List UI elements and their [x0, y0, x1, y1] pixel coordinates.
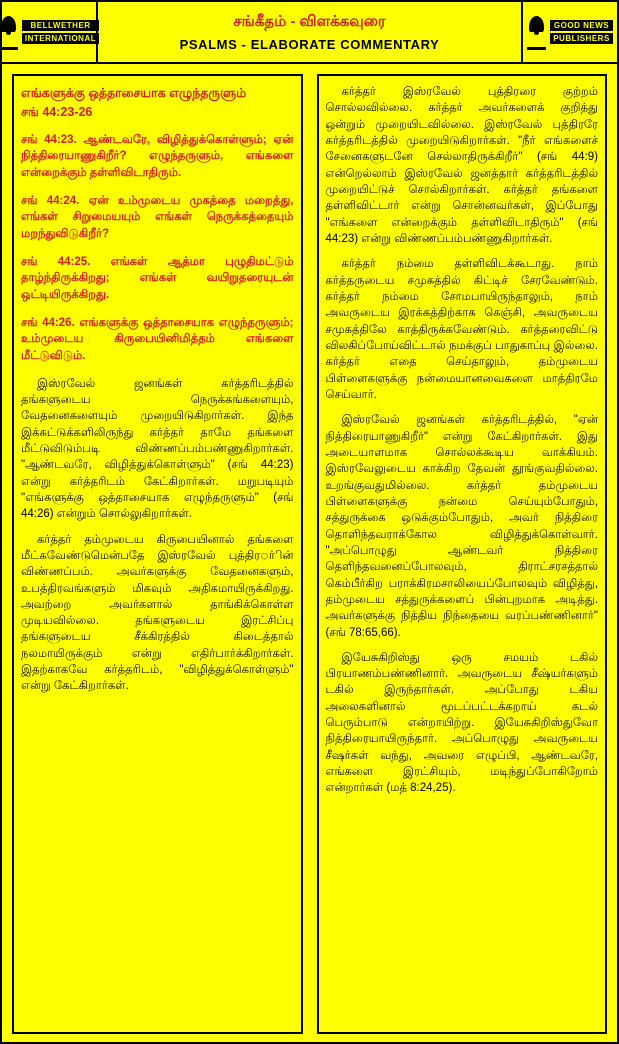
bell-icon [0, 12, 19, 52]
right-logo-line1: GOOD NEWS [550, 20, 613, 31]
page-title-english: PSALMS - ELABORATE COMMENTARY [179, 36, 440, 52]
commentary-paragraph: கர்த்தர் நம்மை தள்ளிவிடக்கூடாது. நாம் கர்த்தருடைய சமுகத்தில் கிட்டிச் சேரவேண்டும். கர்த்தர் நம்மை சோமபாயிருந்தாலும், நாம் அவருடைய இரக்கத்திற்காக கெஞ்சி, அவருடைய சமுகத்திலே காத்திருக்கவேண்டும். கர்த்தரைவிட்டு விலகிப்போய்விட்டால் நமக்குப் பாதுகாப்பு இல்லை. கர்த்தர் எதை செய்தாலும், தம்முடைய பிள்ளைகளுக்கு நன்மையானவைகளை மாத்திரமே செய்வார். [325, 258, 598, 401]
page-title-tamil: சங்கீதம் - விளக்கவுரை [233, 12, 386, 30]
section-heading-reference: சங் 44:23-26 [21, 104, 93, 119]
commentary-paragraph: இஸ்ரவேல் ஜனங்கள் கர்த்தரிடத்தில் தங்களுடைய நெருக்கங்களையும், வேதனைகளையும் முறையிடுகிறார்கள். இந்த இக்கட்டுக்களிலிருந்து கர்த்தர் தாமே தங்களை மீட்டுவிடும்படி விண்ணப்பம்பண்ணுகிறார்கள். "ஆண்டவரே, விழித்துக்கொள்ளும்" (சங் 44:23) என்று கர்த்தரிடம் கேட்கிறார்கள். மறுபடியும் "எங்களுக்கு ஒத்தாசையாக எழுந்தருளும்" (சங் 44:26) என்றும் சொல்லுகிறார்கள். [21, 377, 294, 521]
publisher-logo-right [521, 2, 617, 62]
verse-44-26: சங் 44:26. எங்களுக்கு ஒத்தாசையாக எழுந்தருளும்; உம்முடைய கிருபையினிமித்தம் எங்களை மீட்டுவிடும். [21, 316, 294, 362]
right-column [317, 74, 608, 1034]
section-heading [21, 84, 294, 122]
left-column [12, 74, 303, 1034]
commentary-paragraph: இயேசுகிறிஸ்து ஒரு சமயம் டகில் பிரயாணம்பண்ணினார். அவருடைய சீஷ்யர்களும் டகில் இருந்தார்கள். அப்போது டகிய அலைகளினால் மூடப்பட்டக்கறாய் கடல் பெரும்பாடு என்றாயிற்று. இயேசுகிறிஸ்துவோ நித்திரையாயிருந்தார். அப்பொழுது அவருடைய சீஷர்கள் வந்து, அவரை எழுப்பி, ஆண்டவரே, எங்களை இரட்சியும், மடிந்துப்போகிறோம் என்றார்கள் (மத் 8:24,25). [325, 651, 598, 795]
commentary-paragraph: கர்த்தர் தம்முடைய கிருபையினால் தங்களை மீட்கவேண்டுமென்பதே இஸ்ரவேல் புத்திரர்ின் விண்ணப்பம். அவர்களுக்கு வேதனைகளும், உபத்திரவங்களும் மிகவும் அதிகமாயிருக்கிறது. அவற்றை அவர்களால் தாங்கிக்கொள்ள முடியவில்லை. தங்களுடைய இரட்சிப்பு தங்களுடைய சீக்கிரத்தில் கிடைத்தால் நலமாயிருக்கும் என்று எதிர்பார்க்கிறார்கள். இதற்காகவே கர்த்தரிடம், "விழித்துக்கொள்ளும்" என்று கேட்கிறார்கள். [21, 533, 294, 693]
commentary-paragraph: இஸ்ரவேல் ஜனங்கள் கர்த்தரிடத்தில், "ஏன் நித்திரையாணுகிறீர்" என்று கேட்கிறார்கள். இது அடையாளமாக சொல்லக்கூடிய வாக்கியம். இஸ்ரவேலுடைய காக்கிற தேவன் தூங்குவதில்லை. உறங்குவதுமில்லை. கர்த்தர் தம்முடைய பிள்ளைகளுக்கு நன்மை செய்யும்போதும், சத்துருக்கை ஒடுக்கும்போதும், அவர் நித்திரை தொளிந்தவராக்கோல விழித்துக்கொள்வார். "அப்பொழுது ஆண்டவர் நித்திரை தெளிந்தவனைப்போலவும், திராட்சரசத்தால் கெம்பீர்கிற பராக்கிரமசாலியைப்போலவும் விழித்து, தம்முடைய சத்துருக்களைப் பின்புறமாக அடித்து. அவர்களுக்கு நித்திய நிந்தையை வரப்பண்ணினார்" (சங் 78:65,66). [325, 414, 598, 639]
page-title-block [98, 2, 521, 62]
right-logo-line2: PUBLISHERS [550, 33, 613, 44]
publisher-logo-left [2, 2, 98, 62]
verse-44-23: சங் 44:23. ஆண்டவரே, விழித்துக்கொள்ளும்; ஏன் நித்திரையாணுகிறீர்? எழுந்தருளும், எங்களை என்றைக்கும் தள்ளிவிடாதிரும். [21, 133, 294, 179]
page-header [2, 2, 617, 64]
verse-44-24: சங் 44:24. ஏன் உம்முடைய முகத்தை மறைத்து, எங்கள் சிறுமையயும் எங்கள் நெருக்கத்தையும் மறந்துவிடுகிறீர்? [21, 194, 294, 240]
article-body [12, 74, 607, 1034]
left-logo-line2: INTERNATIONAL [22, 33, 99, 44]
commentary-paragraph: கர்த்தர் இஸ்ரவேல் புத்திரரை குற்றம் சொல்லவில்லை. கர்த்தர் அவர்களைக் குறித்து ஒன்றும் முறையிடவில்லை. இஸ்ரவேல் புத்திரரே கர்த்தரிடத்தில் முறையிடுகிறார்கள். "நீர் எங்களைச் சேனைகளுடனே செல்லாதிருக்கிறீர்" (சங் 44:9) என்றெல்லாம் இஸ்ரவேல் ஜனத்தார் கர்த்தரிடத்தில் முறையிட்டுச் சொல்கிறார்கள். கர்த்தர் தங்களை தள்ளிவிட்டார் என்று சொன்னவர்கள், இப்போது "எங்களை என்றைக்கும் தள்ளிவிடாதிரும்" (சங் 44:23) என்று விண்ணப்பம்பண்ணுகிறார்கள். [325, 86, 598, 245]
verse-44-25: சங் 44:25. எங்கள் ஆத்மா புழுதிமட்டும் தாழ்ந்திருக்கிறது; எங்கள் வயிறுதரையுடன் ஒட்டியிருக்கிறது. [21, 255, 294, 301]
section-heading-text: எங்களுக்கு ஒத்தாசையாக எழுந்தருளும் [21, 86, 247, 100]
torch-icon [527, 12, 547, 52]
left-logo-line1: BELLWETHER [22, 20, 99, 31]
